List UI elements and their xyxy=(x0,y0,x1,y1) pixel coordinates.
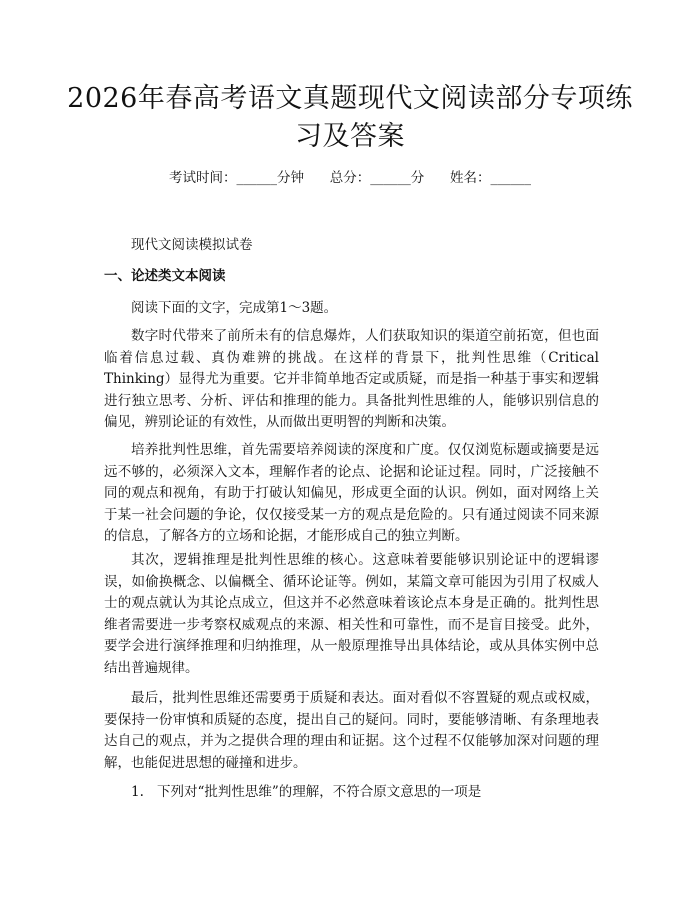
question-text: 下列对“批判性思维”的理解，不符合原文意思的一项是 xyxy=(157,784,482,800)
time-unit: 分钟 xyxy=(277,170,304,186)
question-number: 1. xyxy=(131,784,144,800)
score-label: 总分： xyxy=(329,170,371,186)
question-1 xyxy=(131,780,481,800)
time-label: 考试时间： xyxy=(169,170,237,186)
name-label: 姓名： xyxy=(450,170,491,186)
score-blank: ______ xyxy=(370,170,411,186)
passage-paragraph-3: 其次，逻辑推理是批判性思维的核心。这意味着要能够识别论证中的逻辑谬误，如偷换概念、以偏概全、循环论证等。例如，某篇文章可能因为引用了权威人士的观点就认为其论点成立，但这并不必然意味着该论点本身是正确的。批判性思维者需要进一步考察权威观点的来源、相关性和可靠性，而不是盲目接受。此外，要学会进行演绎推理和归纳推理，从一般原理推导出具体结论，或从具体实例中总结出普遍规律。 xyxy=(104,552,599,676)
score-unit: 分 xyxy=(410,170,425,186)
document-title: 2026年春高考语文真题现代文阅读部分专项练习及答案 xyxy=(67,83,633,152)
passage-paragraph-1: 数字时代带来了前所未有的信息爆炸，人们获取知识的渠道空前拓宽，但也面临着信息过载、真伪难辨的挑战。在这样的背景下，批判性思维（Critical Thinking）显得尤为重要。它并非简单地否定或质疑，而是指一种基于事实和逻辑进行独立思考、分析、评估和推理的能力。具备批判性思维的人，能够识别信息的偏见，辨别论证的有效性，从而做出更明智的判断和决策。 xyxy=(104,328,599,431)
paper-subtitle: 现代文阅读模拟试卷 xyxy=(131,237,253,253)
passage-paragraph-4: 最后，批判性思维还需要勇于质疑和表达。面对看似不容置疑的观点或权威，要保持一份审慎和质疑的态度，提出自己的疑问。同时，要能够清晰、有条理地表达自己的观点，并为之提供合理的理由和证据。这个过程不仅能够加深对问题的理解，也能促进思想的碰撞和进步。 xyxy=(104,690,599,771)
time-blank: ______ xyxy=(236,170,277,186)
reading-instruction: 阅读下面的文字，完成第1～3题。 xyxy=(131,300,338,316)
exam-info-line xyxy=(0,168,700,188)
section-heading: 一、论述类文本阅读 xyxy=(104,268,226,284)
name-blank: ______ xyxy=(490,170,531,186)
passage-paragraph-2: 培养批判性思维，首先需要培养阅读的深度和广度。仅仅浏览标题或摘要是远远不够的，必须深入文本，理解作者的论点、论据和论证过程。同时，广泛接触不同的观点和视角，有助于打破认知偏见，形成更全面的认识。例如，面对网络上关于某一社会问题的争论，仅仅接受某一方的观点是危险的。只有通过阅读不同来源的信息，了解各方的立场和论据，才能形成自己的独立判断。 xyxy=(104,442,599,545)
